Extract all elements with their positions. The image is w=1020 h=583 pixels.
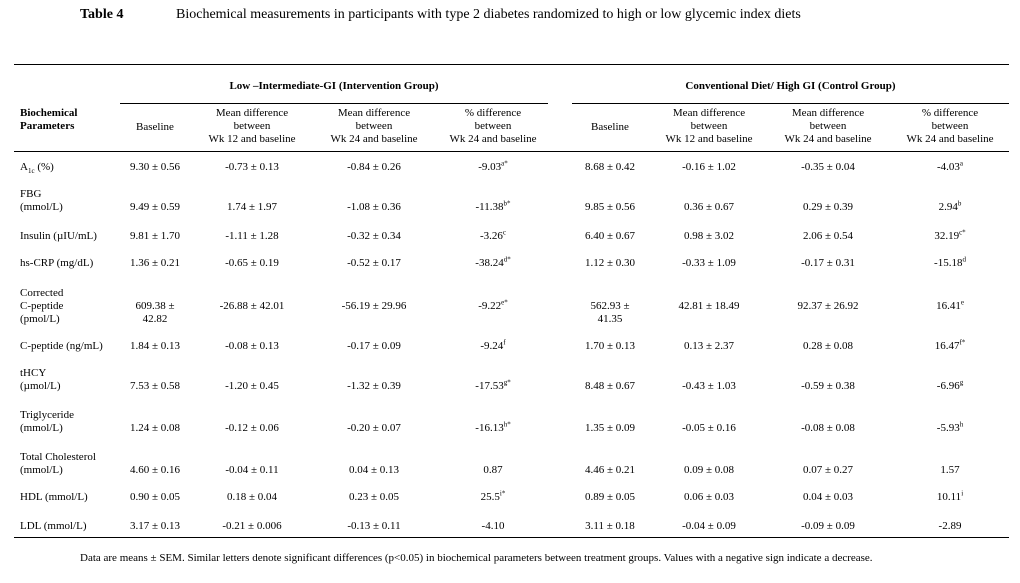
row-label: hs-CRP (mg/dL) [20, 257, 94, 269]
intervention-wk24-diff-header: Mean difference [337, 107, 411, 119]
cell-value: 10.11 [936, 491, 962, 503]
intervention-group-header: Low –Intermediate-GI (Intervention Group) [229, 80, 439, 92]
table-cell [565, 464, 655, 477]
table-cell [433, 161, 553, 174]
control-wk24-diff-header: Mean difference [791, 107, 865, 119]
intervention-wk12-diff-header: Wk 12 and baseline [208, 133, 296, 145]
control-wk12-diff-header: Mean difference [672, 107, 746, 119]
row-label: (mmol/L) [20, 201, 63, 213]
table-cell [768, 201, 888, 214]
table-cell [565, 300, 655, 326]
significance-marker: a* [501, 159, 508, 168]
cell-value: -15.18 [934, 257, 963, 269]
table-cell [649, 201, 769, 214]
row-label: Total Cholesterol [20, 451, 96, 463]
cell-value: -26.88 ± 42.01 [219, 300, 285, 312]
cell-value: -9.03 [478, 161, 502, 173]
cell-value: 2.06 ± 0.54 [802, 230, 854, 242]
table-cell [890, 201, 1010, 214]
cell-value: -1.32 ± 0.39 [347, 380, 401, 392]
table-cell [110, 464, 200, 477]
cell-value: 0.07 ± 0.27 [802, 464, 854, 476]
control-wk12-diff-header: Wk 12 and baseline [665, 133, 753, 145]
cell-value: 9.85 ± 0.56 [584, 201, 636, 213]
cell-value: 0.04 ± 0.13 [348, 464, 400, 476]
significance-marker: d* [503, 255, 511, 264]
table-cell [433, 201, 553, 214]
significance-marker: f [503, 338, 506, 347]
table-cell [768, 230, 888, 243]
row-label: C-peptide [20, 300, 64, 312]
row-label: (µmol/L) [20, 380, 61, 392]
control-baseline-header: Baseline [591, 121, 629, 133]
cell-value: 1.12 ± 0.30 [584, 257, 636, 269]
significance-marker: h* [503, 420, 511, 429]
table-cell [192, 230, 312, 243]
table-cell [433, 491, 553, 504]
cell-value: -0.73 ± 0.13 [225, 161, 279, 173]
cell-value: -0.08 ± 0.13 [225, 340, 279, 352]
significance-marker: i* [499, 489, 506, 498]
row-label: Triglyceride [20, 409, 74, 421]
cell-value: 0.89 ± 0.05 [584, 491, 636, 503]
cell-value: -3.26 [479, 230, 503, 242]
cell-value: 2.94 [938, 201, 958, 213]
cell-value: -1.11 ± 1.28 [225, 230, 279, 242]
cell-value: 0.13 ± 2.37 [683, 340, 735, 352]
cell-value: 0.98 ± 3.02 [683, 230, 735, 242]
row-label: (mmol/L) [20, 464, 63, 476]
significance-marker: g [959, 378, 964, 387]
cell-value: 0.36 ± 0.67 [683, 201, 735, 213]
table-cell [433, 340, 553, 353]
row-label: C-peptide (ng/mL) [20, 340, 103, 352]
cell-value: -0.09 ± 0.09 [801, 520, 855, 532]
table-cell [649, 161, 769, 174]
cell-value: -4.10 [481, 520, 505, 532]
cell-value: 1.74 ± 1.97 [226, 201, 278, 213]
table-cell [565, 520, 655, 533]
table-cell [565, 257, 655, 270]
table-cell [890, 464, 1010, 477]
table-cell [192, 520, 312, 533]
cell-value: -0.04 ± 0.11 [225, 464, 279, 476]
cell-value: 0.23 ± 0.05 [348, 491, 400, 503]
control-wk24-diff-header: Wk 24 and baseline [784, 133, 872, 145]
cell-value: 8.48 ± 0.67 [584, 380, 636, 392]
cell-value: 0.04 ± 0.03 [802, 491, 854, 503]
significance-marker: b* [503, 199, 511, 208]
table-cell [110, 161, 200, 174]
control-pct-diff-header: % difference [921, 107, 979, 119]
table-cell [192, 340, 312, 353]
table-cell [649, 464, 769, 477]
row-label: Corrected [20, 287, 64, 299]
cell-value: -0.59 ± 0.38 [801, 380, 855, 392]
cell-value: -9.24 [480, 340, 504, 352]
cell-value: 0.28 ± 0.08 [802, 340, 854, 352]
intervention-wk24-diff-header: Wk 24 and baseline [330, 133, 418, 145]
cell-value: 0.87 [483, 464, 503, 476]
cell-value: 42.81 ± 18.49 [678, 300, 740, 312]
table-cell [768, 520, 888, 533]
table-cell [314, 422, 434, 435]
table-cell [314, 340, 434, 353]
cell-value: -1.08 ± 0.36 [347, 201, 401, 213]
cell-value: 9.30 ± 0.56 [129, 161, 181, 173]
cell-value: -0.32 ± 0.34 [347, 230, 401, 242]
control-group-header: Conventional Diet/ High GI (Control Group) [685, 80, 896, 92]
cell-value: -0.13 ± 0.11 [347, 520, 401, 532]
table-cell [649, 340, 769, 353]
table-cell [768, 422, 888, 435]
significance-marker: d [962, 255, 966, 264]
row-label: tHCY [20, 367, 47, 379]
cell-value: -0.16 ± 1.02 [682, 161, 736, 173]
intervention-wk24-diff-header: between [355, 120, 393, 132]
cell-value: 0.29 ± 0.39 [802, 201, 854, 213]
table-cell [192, 422, 312, 435]
cell-value: -0.84 ± 0.26 [347, 161, 401, 173]
table-cell [433, 422, 553, 435]
table-cell [314, 520, 434, 533]
significance-marker: c [502, 228, 507, 237]
table-title: Biochemical measurements in participants with type 2 diabetes randomized to high or low glycemic index diets [176, 7, 801, 22]
row-label: (pmol/L) [20, 313, 60, 325]
row-label: Insulin (µIU/mL) [20, 230, 97, 242]
cell-value: -9.22 [478, 300, 502, 312]
table-cell [192, 464, 312, 477]
table-cell [433, 464, 553, 477]
cell-value: -2.89 [938, 520, 962, 532]
table-cell [314, 464, 434, 477]
cell-value: 1.57 [940, 464, 960, 476]
footnote: Data are means ± SEM. Similar letters denote significant differences (p<0.05) in biochemical parameters between treatment groups. Values with a negative sign indicate a decrease. [80, 552, 873, 564]
cell-value: -16.13 [475, 422, 504, 434]
cell-value: 609.38 ± 42.82 [135, 300, 175, 325]
cell-value: -0.12 ± 0.06 [225, 422, 279, 434]
table-cell [890, 520, 1010, 533]
cell-value: 1.84 ± 0.13 [129, 340, 181, 352]
cell-value: -0.21 ± 0.006 [222, 520, 282, 532]
table-cell [110, 340, 200, 353]
control-wk12-diff-header: between [690, 120, 728, 132]
cell-value: 6.40 ± 0.67 [584, 230, 636, 242]
control-pct-diff-header: between [931, 120, 969, 132]
table-cell [890, 340, 1010, 353]
table-cell [768, 340, 888, 353]
control-group-rule [572, 103, 1009, 104]
table-cell [110, 230, 200, 243]
table-cell [110, 257, 200, 270]
table-cell [192, 491, 312, 504]
cell-value: 1.36 ± 0.21 [129, 257, 181, 269]
cell-value: -56.19 ± 29.96 [341, 300, 407, 312]
bottom-rule [14, 537, 1009, 538]
significance-marker: f* [959, 338, 966, 347]
significance-marker: h [959, 420, 964, 429]
table-cell [314, 380, 434, 393]
table-cell [890, 422, 1010, 435]
significance-marker: b [957, 199, 962, 208]
cell-value: 7.53 ± 0.58 [129, 380, 181, 392]
control-pct-diff-header: Wk 24 and baseline [906, 133, 994, 145]
cell-value: 1.70 ± 0.13 [584, 340, 636, 352]
cell-value: 1.35 ± 0.09 [584, 422, 636, 434]
significance-marker: e* [501, 298, 508, 307]
table-cell [649, 230, 769, 243]
table-cell [768, 491, 888, 504]
table-cell [110, 300, 200, 326]
intervention-pct-diff-header: Wk 24 and baseline [449, 133, 537, 145]
intervention-pct-diff-header: between [474, 120, 512, 132]
table-cell [649, 491, 769, 504]
significance-marker: e [960, 298, 964, 307]
intervention-group-rule [120, 103, 548, 104]
table-cell [565, 201, 655, 214]
table-cell [110, 380, 200, 393]
table-cell [314, 491, 434, 504]
table-cell [110, 520, 200, 533]
cell-value: 16.41 [936, 300, 961, 312]
cell-value: -38.24 [475, 257, 504, 269]
cell-value: 3.11 ± 0.18 [585, 520, 635, 532]
cell-value: -0.33 ± 1.09 [682, 257, 736, 269]
table-cell [192, 201, 312, 214]
table-cell [433, 300, 553, 313]
table-cell [768, 300, 888, 313]
significance-marker: g* [503, 378, 511, 387]
cell-value: 9.81 ± 1.70 [129, 230, 181, 242]
cell-value: -0.17 ± 0.31 [801, 257, 855, 269]
table-cell [433, 230, 553, 243]
intervention-wk12-diff-header: between [233, 120, 271, 132]
table-cell [565, 161, 655, 174]
table-cell [433, 520, 553, 533]
table-cell [565, 422, 655, 435]
cell-value: -17.53 [475, 380, 504, 392]
significance-marker: i [961, 489, 964, 498]
significance-marker: a [959, 159, 964, 168]
table-caption [80, 7, 801, 23]
cell-value: -0.17 ± 0.09 [347, 340, 401, 352]
cell-value: 4.46 ± 0.21 [584, 464, 636, 476]
intervention-baseline-header: Baseline [136, 121, 174, 133]
cell-value: -1.20 ± 0.45 [225, 380, 279, 392]
parameters-header: Biochemical [20, 107, 78, 119]
table-cell [314, 201, 434, 214]
table-cell [565, 380, 655, 393]
row-label: (mmol/L) [20, 422, 63, 434]
cell-value: 25.5 [480, 491, 500, 503]
cell-value: -0.43 ± 1.03 [682, 380, 736, 392]
cell-value: -0.04 ± 0.09 [682, 520, 736, 532]
header-bottom-rule [14, 151, 1009, 152]
row-label [20, 161, 54, 174]
cell-value: 1.24 ± 0.08 [129, 422, 181, 434]
table-cell [192, 300, 312, 313]
table-cell [192, 380, 312, 393]
intervention-pct-diff-header: % difference [464, 107, 522, 119]
table-cell [314, 300, 434, 313]
table-cell [890, 491, 1010, 504]
table-cell [649, 380, 769, 393]
table-cell [649, 520, 769, 533]
table-cell [314, 161, 434, 174]
table-cell [890, 380, 1010, 393]
cell-value: 562.93 ± 41.35 [590, 300, 630, 325]
table-cell [192, 161, 312, 174]
cell-value: 0.06 ± 0.03 [683, 491, 735, 503]
row-label-unit: (%) [34, 161, 54, 173]
table-cell [768, 161, 888, 174]
cell-value: -0.35 ± 0.04 [801, 161, 855, 173]
significance-marker: c* [959, 228, 966, 237]
cell-value: -6.96 [936, 380, 960, 392]
table-cell [565, 491, 655, 504]
table-cell [649, 422, 769, 435]
table-cell [890, 300, 1010, 313]
cell-value: -0.65 ± 0.19 [225, 257, 279, 269]
table-cell [890, 257, 1010, 270]
cell-value: -4.03 [936, 161, 960, 173]
top-rule [14, 64, 1009, 65]
cell-value: 92.37 ± 26.92 [797, 300, 859, 312]
cell-value: 16.47 [934, 340, 960, 352]
cell-value: 8.68 ± 0.42 [584, 161, 636, 173]
table-cell [314, 257, 434, 270]
table-cell [768, 257, 888, 270]
table-label: Table 4 [80, 7, 124, 22]
table-cell [433, 257, 553, 270]
cell-value: -5.93 [936, 422, 960, 434]
cell-value: -0.52 ± 0.17 [347, 257, 401, 269]
table-cell [433, 380, 553, 393]
intervention-wk12-diff-header: Mean difference [215, 107, 289, 119]
table-cell [890, 161, 1010, 174]
cell-value: 0.09 ± 0.08 [683, 464, 735, 476]
table-cell [565, 340, 655, 353]
row-label-subscript: 1c [27, 167, 35, 176]
table-cell [649, 257, 769, 270]
table-cell [314, 230, 434, 243]
table-cell [110, 491, 200, 504]
table-cell [110, 422, 200, 435]
cell-value: 3.17 ± 0.13 [129, 520, 181, 532]
cell-value: -0.08 ± 0.08 [801, 422, 855, 434]
cell-value: -0.05 ± 0.16 [682, 422, 736, 434]
table-cell [890, 230, 1010, 243]
table-cell [768, 464, 888, 477]
row-label-text: A [20, 161, 28, 173]
parameters-header: Parameters [20, 120, 75, 132]
row-label: HDL (mmol/L) [20, 491, 88, 503]
table-cell [768, 380, 888, 393]
table-cell [649, 300, 769, 313]
cell-value: 4.60 ± 0.16 [129, 464, 181, 476]
cell-value: 9.49 ± 0.59 [129, 201, 181, 213]
cell-value: 32.19 [934, 230, 960, 242]
table-cell [565, 230, 655, 243]
control-wk24-diff-header: between [809, 120, 847, 132]
cell-value: -0.20 ± 0.07 [347, 422, 401, 434]
row-label: LDL (mmol/L) [20, 520, 87, 532]
table-cell [192, 257, 312, 270]
table-cell [110, 201, 200, 214]
cell-value: 0.18 ± 0.04 [226, 491, 278, 503]
row-label: FBG [20, 188, 42, 200]
cell-value: 0.90 ± 0.05 [129, 491, 181, 503]
cell-value: -11.38 [475, 201, 504, 213]
